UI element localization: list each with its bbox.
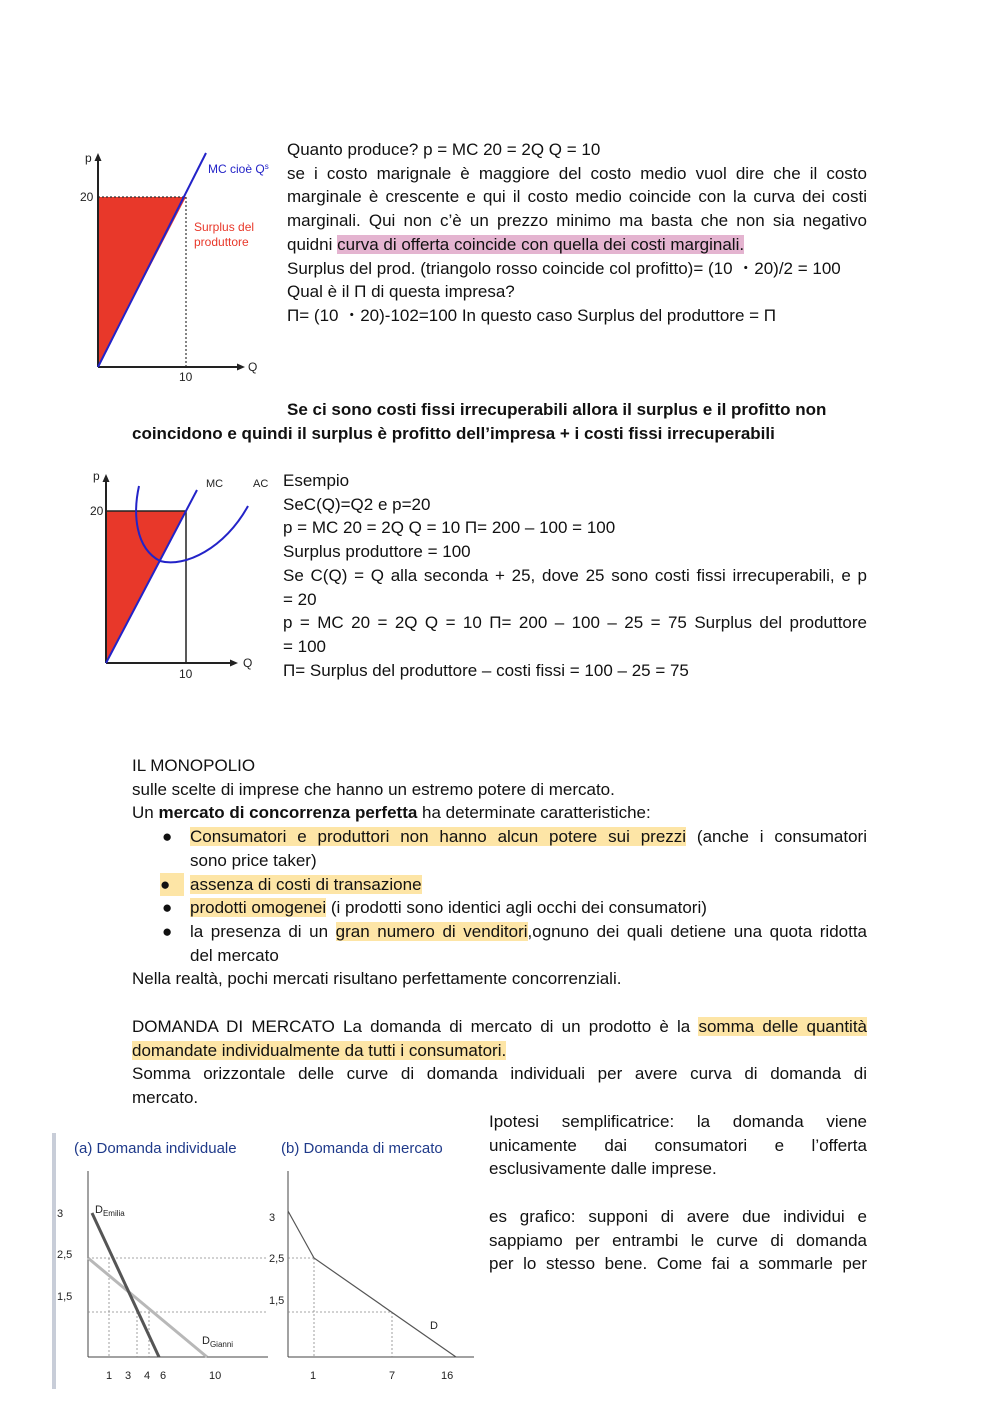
x-tick-10: 10 [179, 370, 193, 384]
line: Surplus produttore = 100 [283, 542, 471, 562]
p-axis-label: p [93, 469, 100, 483]
line: sulle scelte di imprese che hanno un estremo potere di mercato. [132, 779, 615, 799]
text-block-1 [287, 138, 867, 328]
list-item: ● assenza di costi di transazione [132, 873, 867, 897]
y-tick-15-a: 1,5 [57, 1291, 73, 1303]
line: quidni curva di offerta coincide con quella dei costi marginali. [287, 234, 745, 254]
line: Π= Surplus del produttore – costi fissi = 100 – 25 = 75 [283, 660, 689, 680]
d-gianni-curve [88, 1258, 207, 1357]
ac-label: AC [253, 478, 269, 490]
x-tick-7-b: 7 [389, 1370, 396, 1382]
x-tick-1-b: 1 [310, 1370, 317, 1382]
line: DOMANDA DI MERCATO La domanda di mercato di un prodotto è la somma delle quantità [132, 1017, 867, 1036]
line: sappiamo per entrambi le curve di domanda [489, 1230, 867, 1250]
producer-surplus-graph [75, 145, 275, 385]
d-emilia-label: $D_{Emilia}$ [95, 1204, 125, 1218]
line: Π= (10 ・20)-102=100 In questo caso Surplus del produttore = Π [287, 305, 777, 325]
bold-paragraph [132, 398, 872, 445]
y-tick-3-b: 3 [269, 1212, 276, 1224]
monopolio-section [132, 754, 867, 991]
line: per lo stesso bene. Come fai a sommarle per [489, 1254, 867, 1274]
line: Qual è il Π di questa impresa? [287, 282, 515, 302]
line: Se ci sono costi fissi irrecuperabili allora il surplus e il profitto non [287, 400, 827, 419]
line: Quanto produce? p = MC 20 = 2Q Q = 10 [287, 140, 601, 159]
line: = 20 [283, 589, 317, 609]
line: p = MC 20 = 2Q Q = 10 Π= 200 – 100 – 25 = 75 Surplus del produttore [283, 613, 867, 633]
highlight-supply-curve: curva di offerta coincide con quella dei costi marginali. [337, 234, 745, 254]
line: domandate individualmente da tutti i consumatori. [132, 1040, 507, 1060]
x-tick-3-a: 3 [125, 1370, 132, 1382]
p-axis-label: p [85, 151, 92, 165]
x-tick-16-b: 16 [441, 1370, 454, 1382]
market-demand-curve [288, 1211, 456, 1357]
line: es grafico: supponi di avere due individui e [489, 1206, 867, 1226]
line: mercato. [132, 1088, 199, 1108]
x-tick-4-a: 4 [144, 1370, 151, 1382]
bullet: ● [160, 873, 184, 897]
line: coincidono e quindi il surplus è profitto dell’impresa + i costi fissi irrecuperabili [132, 423, 775, 443]
surplus-label-1: Surplus del [194, 220, 255, 234]
line: p = MC 20 = 2Q Q = 10 Π= 200 – 100 = 100 [283, 518, 616, 538]
x-tick-10: 10 [179, 667, 193, 681]
line: se i costo marignale è maggiore del costo medio vuol dire che il costo [287, 163, 867, 183]
line: SeC(Q)=Q2 e p=20 [283, 494, 431, 514]
fixed-costs-graph [85, 468, 285, 683]
list-item: ● prodotti omogenei (i prodotti sono identici agli occhi dei consumatori) [132, 896, 867, 920]
d-market-label: D [430, 1320, 438, 1332]
line: Un mercato di concorrenza perfetta ha determinate caratteristiche: [132, 803, 651, 823]
domanda-section [132, 1015, 867, 1110]
line: Se C(Q) = Q alla seconda + 25, dove 25 sono costi fissi irrecuperabili, e p [283, 565, 867, 585]
y-tick-25-b: 2,5 [269, 1253, 285, 1265]
y-axis-arrow [95, 153, 102, 161]
bullet: ● [162, 827, 173, 847]
line: Somma orizzontale delle curve di domanda individuali per avere curva di domanda di [132, 1064, 867, 1084]
y-tick-25-a: 2,5 [57, 1249, 73, 1261]
x-axis-arrow [237, 364, 245, 371]
ipotesi-block [489, 1110, 867, 1276]
line: marginali. Qui non c’è un prezzo minimo ma basta che non sia negativo [287, 211, 867, 231]
line: unicamente dai consumatori e l’offerta [489, 1135, 867, 1155]
line: Esempio [283, 471, 350, 490]
blank-line [489, 1181, 867, 1205]
surplus-label-2: produttore [194, 235, 249, 249]
y-tick-20: 20 [80, 190, 94, 204]
d-gianni-label: $D_{Gianni}$ [202, 1335, 234, 1349]
q-axis-label: Q [248, 360, 258, 374]
x-tick-10-a: 10 [209, 1370, 222, 1382]
mc-label: MC cioè $Q^s$ [208, 162, 269, 176]
line: Ipotesi semplificatrice: la domanda viene [489, 1112, 867, 1131]
x-tick-6-a: 6 [160, 1370, 167, 1382]
left-edge-bar [52, 1133, 56, 1389]
y-tick-3-a: 3 [57, 1208, 64, 1220]
text-block-2 [283, 469, 867, 682]
mc-label: MC [206, 478, 224, 490]
section-title: IL MONOPOLIO [132, 756, 256, 775]
bullet: ● [162, 921, 173, 941]
x-axis-arrow [230, 660, 238, 667]
d-emilia-curve [92, 1213, 159, 1357]
title-market-demand: (b) Domanda di mercato [281, 1140, 443, 1157]
line: Nella realtà, pochi mercati risultano perfettamente concorrenziali. [132, 969, 622, 989]
bullet: ● [162, 898, 173, 918]
demand-graphs [52, 1133, 480, 1391]
q-axis-label: Q [243, 656, 253, 670]
title-individual-demand: (a) Domanda individuale [74, 1140, 237, 1157]
line: = 100 [283, 636, 327, 656]
line: esclusivamente dalle imprese. [489, 1159, 717, 1179]
characteristics-list [132, 825, 867, 967]
y-tick-20: 20 [90, 504, 104, 518]
x-tick-1-a: 1 [106, 1370, 113, 1382]
list-item: ● la presenza di un gran numero di venditori,ognuno dei quali detiene una quota ridotta del mercato [162, 921, 868, 965]
list-item: ● Consumatori e produttori non hanno alcun potere sui prezzi (anche i consumatori sono price taker) [162, 827, 867, 870]
line: Surplus del prod. (triangolo rosso coincide col profitto)= (10 ・20)/2 = 100 [287, 258, 841, 278]
y-tick-15-b: 1,5 [269, 1295, 285, 1307]
y-axis-arrow [103, 474, 110, 482]
line: marginale è crescente e qui il costo medio coincide con la curva dei costi [287, 187, 867, 207]
